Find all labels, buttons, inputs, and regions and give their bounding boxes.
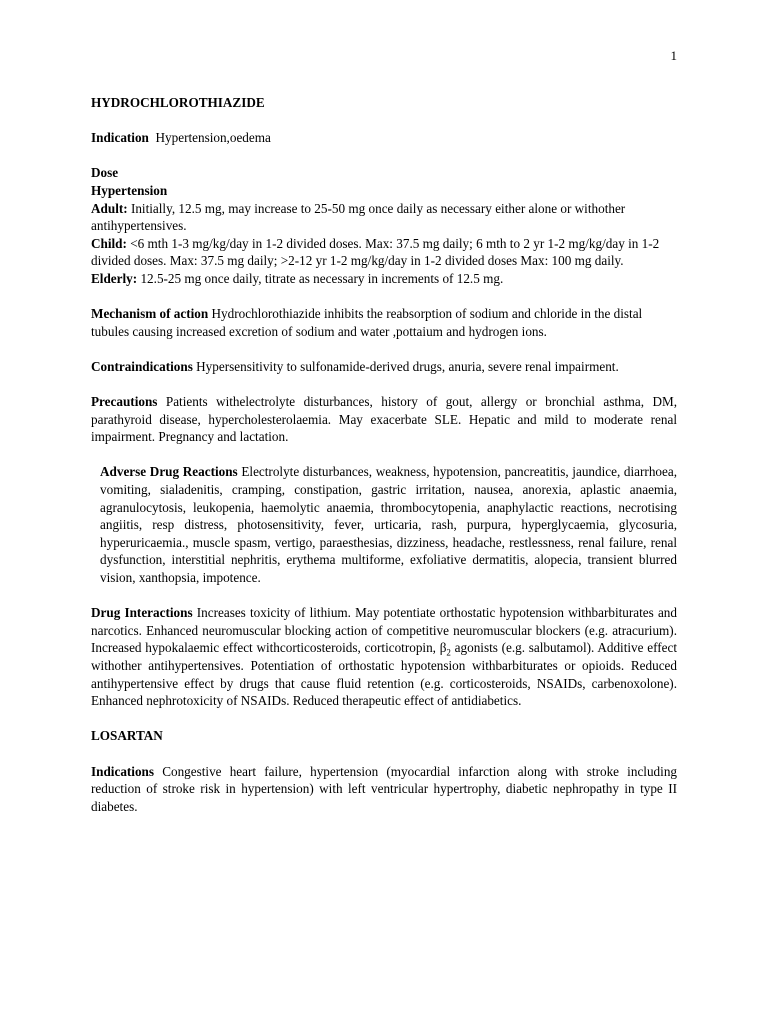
losartan-indications-paragraph <box>91 763 677 816</box>
dose-elderly-text: 12.5-25 mg once daily, titrate as necessary in increments of 12.5 mg. <box>140 270 504 286</box>
dose-adult <box>91 200 677 235</box>
mechanism-text: Hydrochlorothiazide inhibits the reabsorption of sodium and chloride in the distal tubules causing increased excretion of sodium and water ,pottaium and hydrogen ions. <box>91 306 643 339</box>
drug-interactions-text: Increases toxicity of lithium. May potentiate orthostatic hypotension withbarbiturates and narcotics. Enhanced neuromuscular blocking action of competitive neuromuscular blockers (e.g. atracurium). Increased hypokalaemic effect withcorticosteroids, corticotropin, β <box>91 605 677 656</box>
dose-adult-text: Initially, 12.5 mg, may increase to 25-50 mg once daily as necessary either alone or withother antihypertensives. <box>91 200 626 234</box>
document-body <box>91 94 677 815</box>
dose-elderly <box>91 270 677 288</box>
drug-title-losartan: LOSARTAN <box>91 728 163 744</box>
page-number: 1 <box>670 48 677 63</box>
adverse-reactions-label: Adverse Drug Reactions <box>100 464 238 480</box>
contraindications-paragraph <box>91 358 677 376</box>
precautions-text: Patients withelectrolyte disturbances, history of gout, allergy or bronchial asthma, DM, parathyroid disease, hypercholesterolaemia. May exacerbate SLE. Hepatic and mild to moderate renal impairment. Pregnancy and lactation. <box>91 394 677 445</box>
drug-interactions-paragraph <box>91 604 677 710</box>
drug-title-hydrochlorothiazide: HYDROCHLOROTHIAZIDE <box>91 95 265 110</box>
losartan-indications-text: Congestive heart failure, hypertension (myocardial infarction along with stroke including reduction of stroke risk in hypertension) with left ventricular hypertrophy, diabetic nephropathy in type II diabetes. <box>91 763 678 814</box>
beta-subscript: 2 <box>446 648 451 659</box>
losartan-indications-label: Indications <box>91 763 155 779</box>
adverse-reactions-text: Electrolyte disturbances, weakness, hypotension, pancreatitis, jaundice, diarrhoea, vomiting, sialadenitis, cramping, constipation, gastric irritation, nausea, anorexia, aplastic anaemia, agranulocytosis, leukopenia, haemolytic anaemia, thrombocytopenia, anaphylactic reactions, necrotising angiitis, resp distress, photosensitivity, fever, urticaria, rash, purpura, hyperglycaemia, glycosuria, hyperuricaemia., muscle spasm, vertigo, paraesthesias, dizziness, headache, restlessness, renal failure, renal dysfunction, interstitial nephritis, erythema multiforme, exfoliative dermatitis, alopecia, transient blurred vision, xanthopsia, impotence. <box>100 464 678 586</box>
dose-subheading: Hypertension <box>91 182 168 198</box>
mechanism-label: Mechanism of action <box>91 306 209 322</box>
dose-elderly-label: Elderly: <box>91 270 138 286</box>
precautions-label: Precautions <box>91 394 158 410</box>
dose-child <box>91 235 677 270</box>
indication-paragraph <box>91 129 677 147</box>
contraindications-label: Contraindications <box>91 358 193 374</box>
dose-heading: Dose <box>91 165 119 181</box>
dose-child-text: <6 mth 1-3 mg/kg/day in 1-2 divided doses. Max: 37.5 mg daily; 6 mth to 2 yr 1-2 mg/kg/day in 1-2 divided doses. Max: 37.5 mg daily; >2-12 yr 1-2 mg/kg/day in 1-2 divided doses Max: 100 mg daily. <box>91 235 660 269</box>
dose-child-label: Child: <box>91 235 127 251</box>
dose-adult-label: Adult: <box>91 200 128 216</box>
drug-interactions-text-cont: agonists (e.g. salbutamol). Additive effect withother antihypertensives. Potentiation of orthostatic hypotension withbarbiturates or opioids. Reduced antihypertensive effect by drugs that cause fluid retention (e.g. corticosteroids, NSAIDs, carbenoxolone). Enhanced nephrotoxicity of NSAIDs. Reduced therapeutic effect of antidiabetics. <box>91 640 677 709</box>
contraindications-text: Hypersensitivity to sulfonamide-derived drugs, anuria, severe renal impairment. <box>196 358 619 374</box>
drug-interactions-label: Drug Interactions <box>91 605 193 621</box>
mechanism-paragraph <box>91 305 677 340</box>
indication-label: Indication <box>91 130 149 146</box>
precautions-paragraph <box>91 393 677 446</box>
adverse-reactions-paragraph <box>91 463 677 586</box>
indication-text: Hypertension,oedema <box>155 130 271 146</box>
